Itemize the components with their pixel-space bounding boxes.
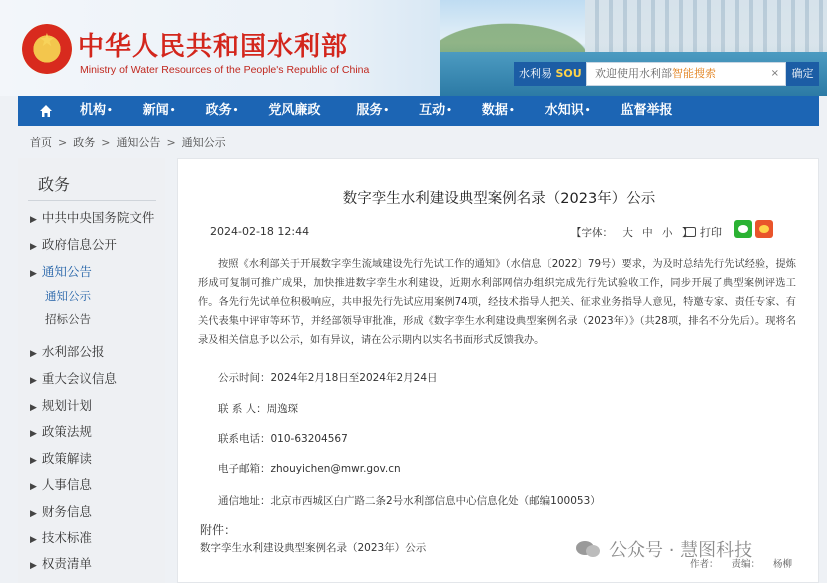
sidebar-item-responsibility-list[interactable]: ▶ 权责清单 (30, 556, 92, 571)
arrow-right-icon: ▶ (30, 482, 37, 492)
sidebar-item-planning[interactable]: ▶ 规划计划 (30, 398, 92, 413)
nav-item-supervision-report[interactable]: 监督举报 (620, 103, 673, 118)
search-input[interactable] (586, 62, 786, 86)
arrow-right-icon: ▶ (30, 376, 37, 386)
sidebar-title: 政务 (38, 175, 71, 194)
search-button[interactable]: 确定 (786, 62, 819, 86)
contact-person: 联 系 人：周逸琛 (218, 403, 299, 415)
breadcrumb-government-affairs[interactable]: 政务 (73, 136, 96, 149)
nav-item-interaction[interactable]: 互动• (419, 103, 452, 118)
weibo-share-icon[interactable] (755, 220, 773, 238)
attachment-link[interactable]: 数字孪生水利建设典型案例名录（2023年）公示 (200, 542, 427, 554)
attachment-label: 附件： (200, 523, 237, 537)
print-button[interactable]: 打印 (685, 224, 722, 240)
arrow-right-icon: ▶ (30, 509, 37, 519)
sidebar-item-central-documents[interactable]: ▶ 中共中央国务院文件 (30, 210, 155, 225)
publish-date: 2024-02-18 12:44 (210, 225, 310, 238)
search-placeholder-highlight: 智能搜索 (672, 67, 716, 80)
breadcrumb: 首页 > 政务 > 通知公告 > 通知公示 (30, 136, 226, 149)
nav-item-news[interactable]: 新闻• (142, 103, 176, 118)
nav-home[interactable] (18, 96, 74, 126)
arrow-right-icon: ▶ (30, 269, 37, 279)
header-dam-image (585, 0, 827, 52)
arrow-right-icon: ▶ (30, 403, 37, 413)
watermark-text: 公众号 · 慧图科技 (609, 540, 753, 561)
nav-item-organization[interactable]: 机构• (80, 103, 113, 118)
breadcrumb-current[interactable]: 通知公示 (181, 136, 226, 149)
sidebar-item-policy-interpretation[interactable]: ▶ 政策解读 (30, 451, 92, 466)
search-bar (514, 62, 819, 86)
site-title[interactable]: 中华人民共和国水利部 (78, 32, 349, 62)
search-brand-label: 水利易 (519, 67, 552, 80)
search-brand-suffix: SOU (555, 67, 582, 80)
sidebar-item-notices[interactable]: ▶ 通知公告 (30, 264, 92, 279)
arrow-right-icon: ▶ (30, 561, 37, 571)
printer-icon (685, 227, 696, 237)
clear-icon[interactable]: × (770, 68, 779, 79)
arrow-right-icon: ▶ (30, 242, 37, 252)
nav-item-party-integrity[interactable]: 党风廉政 (268, 103, 321, 118)
nav-item-government-affairs[interactable]: 政务• (205, 103, 239, 118)
sidebar-subitem-announcements[interactable]: 通知公示 (45, 289, 91, 303)
sidebar (18, 158, 165, 583)
search-brand (514, 62, 586, 86)
article-body: 按照《水利部关于开展数字孪生流域建设先行先试工作的通知》（水信息〔2022〕79号）要求，为及时总结先行先试经验，提炼形成可复制可推广成果，加快推进数字孪生水利建设，近期水利部网信办组织完成先行先试验收工作，同步开展了典型案例评选工作。各先行先试单位积极响应，共申报先行先试应用案例74项，经技术指导人把关、征求业务指导人意见，特邀专家、责任专家、有关代表集中评审等环节，并经部领导审批准，形成《数字孪生水利建设典型案例名录（2023年）》（共28项，排名不分先后）。现将名录及相关信息予以公示，如有异议，请在公示期内以实名书面形式反馈我办。 (198, 259, 796, 346)
wechat-share-icon[interactable] (734, 220, 752, 238)
sidebar-divider (28, 200, 156, 201)
sidebar-item-major-meetings[interactable]: ▶ 重大会议信息 (30, 371, 117, 386)
arrow-right-icon: ▶ (30, 349, 37, 359)
sidebar-subitem-tenders[interactable]: 招标公告 (45, 312, 91, 326)
sidebar-item-personnel[interactable]: ▶ 人事信息 (30, 477, 92, 492)
notice-period: 公示时间：2024年2月18日至2024年2月24日 (218, 372, 438, 384)
breadcrumb-home[interactable]: 首页 (30, 136, 52, 149)
emblem-star-icon: ★ (38, 30, 56, 51)
sidebar-item-policies[interactable]: ▶ 政策法规 (30, 424, 92, 439)
arrow-right-icon: ▶ (30, 429, 37, 439)
wechat-watermark-icon (575, 540, 601, 558)
sidebar-item-finance[interactable]: ▶ 财务信息 (30, 504, 92, 519)
sidebar-item-bulletin[interactable]: ▶ 水利部公报 (30, 344, 105, 359)
arrow-right-icon: ▶ (30, 535, 37, 545)
home-icon (39, 104, 53, 118)
breadcrumb-notices[interactable]: 通知公告 (116, 136, 161, 149)
arrow-right-icon: ▶ (30, 215, 37, 225)
article-title: 数字孪生水利建设典型案例名录（2023年）公示 (342, 191, 656, 207)
main-nav (18, 96, 819, 126)
contact-phone: 联系电话：010-63204567 (218, 433, 348, 445)
article-footer-meta: 作者： 责编： 杨柳 (690, 559, 793, 570)
site-subtitle: Ministry of Water Resources of the People's Republic of China (80, 64, 370, 76)
nav-item-water-knowledge[interactable]: 水知识• (544, 103, 591, 118)
font-size-control[interactable]: 【字体： 大 中 小 】 (571, 227, 693, 239)
arrow-right-icon: ▶ (30, 456, 37, 466)
postal-address: 通信地址：北京市西城区白广路二条2号水利部信息中心信息化处（邮编100053） (218, 495, 601, 507)
nav-item-data[interactable]: 数据• (481, 103, 515, 118)
contact-email[interactable]: 电子邮箱：zhouyichen@mwr.gov.cn (218, 463, 401, 475)
nav-item-services[interactable]: 服务• (356, 103, 390, 118)
sidebar-item-standards[interactable]: ▶ 技术标准 (30, 530, 92, 545)
sidebar-item-info-disclosure[interactable]: ▶ 政府信息公开 (30, 237, 117, 252)
site-header (0, 0, 827, 96)
article-panel (177, 158, 819, 583)
search-placeholder: 欢迎使用水利部 (595, 67, 672, 80)
